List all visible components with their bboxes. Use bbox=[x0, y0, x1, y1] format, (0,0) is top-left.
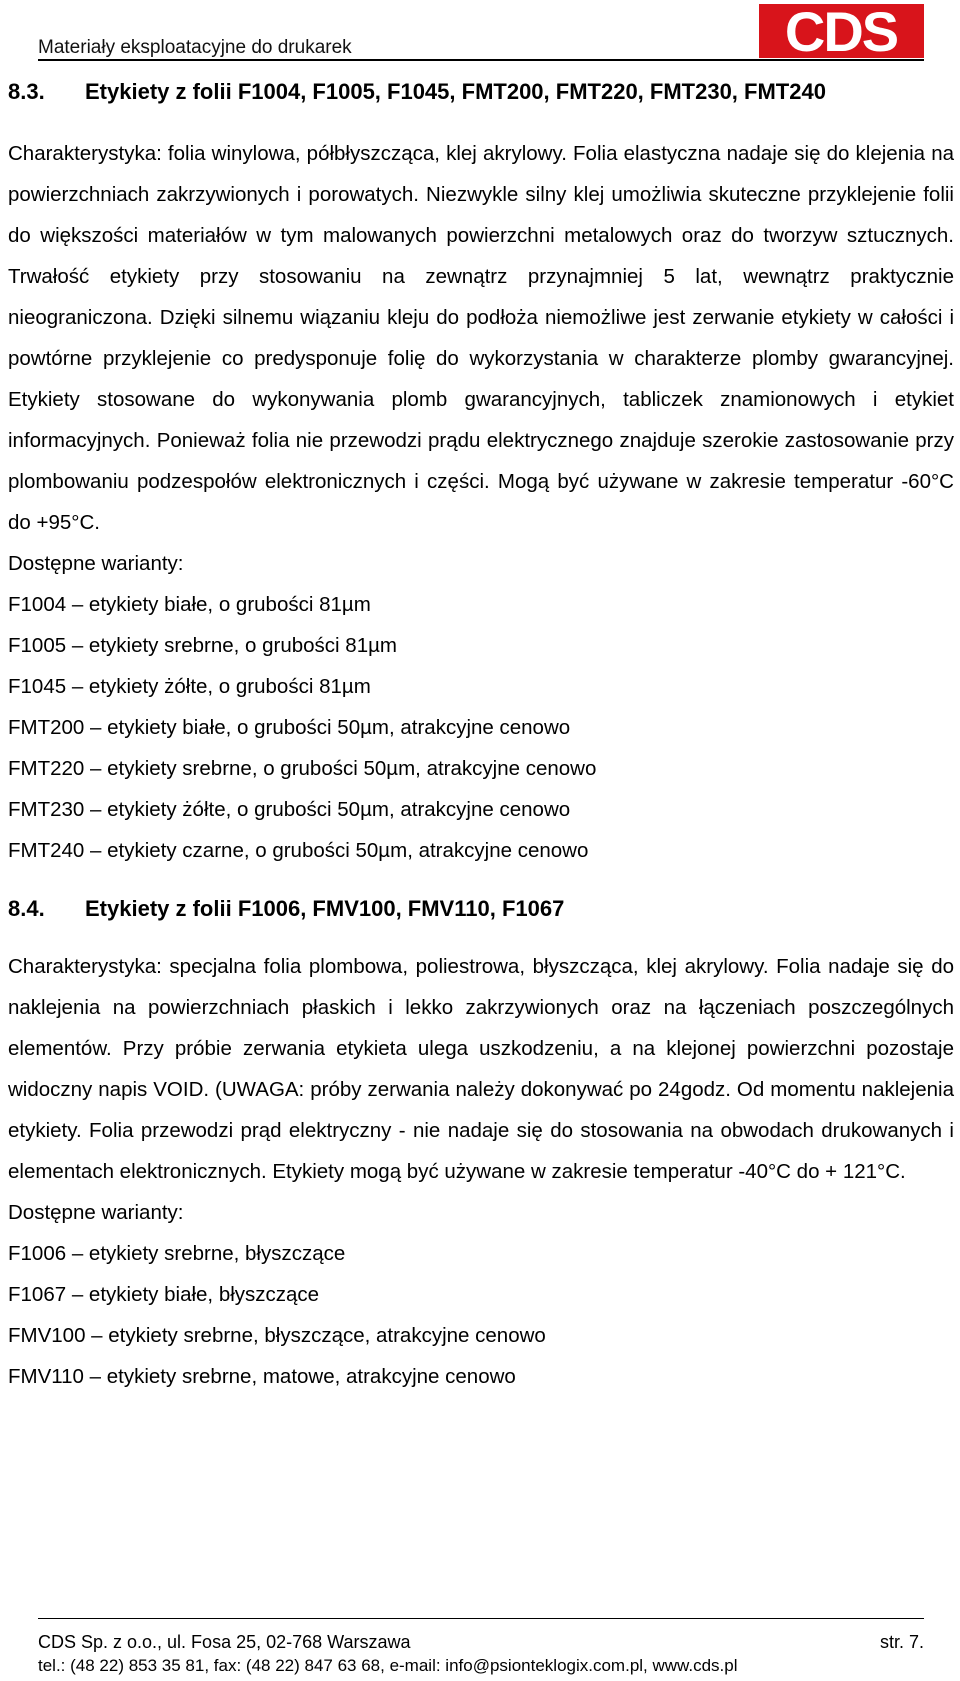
variant-item: F1005 – etykiety srebrne, o grubości 81µm bbox=[8, 634, 397, 657]
section-8-3 bbox=[8, 72, 954, 871]
page-header bbox=[38, 0, 924, 62]
footer-line bbox=[38, 1631, 924, 1653]
section-title: Etykiety z folii F1006, FMV100, FMV110, F1067 bbox=[85, 896, 565, 921]
variant-item: F1006 – etykiety srebrne, błyszczące bbox=[8, 1242, 346, 1265]
footer-rule bbox=[38, 1618, 924, 1619]
section-body: Charakterystyka: folia winylowa, półbłyszcząca, klej akrylowy. Folia elastyczna nadaje się do klejenia na powierzchniach zakrzywionych i porowatych. Niezwykle silny klej umożliwia skuteczne przyklejenie folii do większości materiałów w tym malowanych powierzchni metalowych oraz do tworzyw sztucznych. Trwałość etykiety przy stosowaniu na zewnątrz przynajmniej 5 lat, wewnątrz praktycznie nieograniczona. Dzięki silnemu wiązaniu kleju do podłoża niemożliwe jest zerwanie etykiety w całości i powtórne przyklejenie co predysponuje folię do wykorzystania w charakterze plomby gwarancyjnej. Etykiety stosowane do wykonywania plomb gwarancyjnych, tabliczek znamionowych i etykiet informacyjnych. Ponieważ folia nie przewodzi prądu elektrycznego znajduje szerokie zastosowanie przy plombowaniu podzespołów elektronicznych i części. Mogą być używane w zakresie temperatur -60°C do +95°C. bbox=[8, 142, 954, 534]
variant-item: FMT220 – etykiety srebrne, o grubości 50µm, atrakcyjne cenowo bbox=[8, 757, 597, 780]
page-content bbox=[8, 72, 954, 1397]
variants-label: Dostępne warianty: bbox=[8, 552, 184, 575]
page-footer bbox=[38, 1618, 924, 1677]
variant-item: FMT230 – etykiety żółte, o grubości 50µm, atrakcyjne cenowo bbox=[8, 798, 571, 821]
header-title: Materiały eksploatacyjne do drukarek bbox=[38, 37, 352, 58]
header-rule bbox=[38, 59, 924, 61]
cds-logo bbox=[759, 4, 924, 58]
variants-list bbox=[8, 1233, 954, 1397]
variant-item: FMT240 – etykiety czarne, o grubości 50µm, atrakcyjne cenowo bbox=[8, 839, 589, 862]
variant-item: F1067 – etykiety białe, błyszczące bbox=[8, 1283, 320, 1306]
section-8-4 bbox=[8, 889, 954, 1397]
variant-item: FMV110 – etykiety srebrne, matowe, atrakcyjne cenowo bbox=[8, 1365, 516, 1388]
variants-label: Dostępne warianty: bbox=[8, 1201, 184, 1224]
variant-item: F1045 – etykiety żółte, o grubości 81µm bbox=[8, 675, 371, 698]
logo-text: CDS bbox=[784, 4, 898, 58]
page-number: str. 7. bbox=[879, 1632, 924, 1652]
variant-item: FMV100 – etykiety srebrne, błyszczące, atrakcyjne cenowo bbox=[8, 1324, 546, 1347]
footer-contact: tel.: (48 22) 853 35 81, fax: (48 22) 847 63 68, e-mail: info@psionteklogix.com.pl, www.cds.pl bbox=[38, 1656, 738, 1675]
section-number: 8.4. bbox=[8, 896, 45, 921]
section-body: Charakterystyka: specjalna folia plombowa, poliestrowa, błyszcząca, klej akrylowy. Folia nadaje się do naklejenia na powierzchniach płaskich i lekko zakrzywionych oraz na łączeniach poszczególnych elementów. Przy próbie zerwania etykieta ulega uszkodzeniu, a na klejonej powierzchni pozostaje widoczny napis VOID. (UWAGA: próby zerwania należy dokonywać po 24godz. Od momentu naklejenia etykiety. Folia przewodzi prąd elektryczny - nie nadaje się do stosowania na obwodach drukowanych i elementach elektronicznych. Etykiety mogą być używane w zakresie temperatur -40°C do + 121°C. bbox=[8, 955, 954, 1183]
variant-item: F1004 – etykiety białe, o grubości 81µm bbox=[8, 593, 371, 616]
section-number: 8.3. bbox=[8, 79, 45, 104]
section-heading bbox=[8, 889, 954, 929]
footer-address: CDS Sp. z o.o., ul. Fosa 25, 02-768 Warszawa bbox=[38, 1632, 411, 1652]
section-heading bbox=[8, 72, 954, 112]
section-title: Etykiety z folii F1004, F1005, F1045, FMT200, FMT220, FMT230, FMT240 bbox=[85, 79, 826, 104]
variants-list bbox=[8, 584, 954, 871]
variant-item: FMT200 – etykiety białe, o grubości 50µm, atrakcyjne cenowo bbox=[8, 716, 571, 739]
